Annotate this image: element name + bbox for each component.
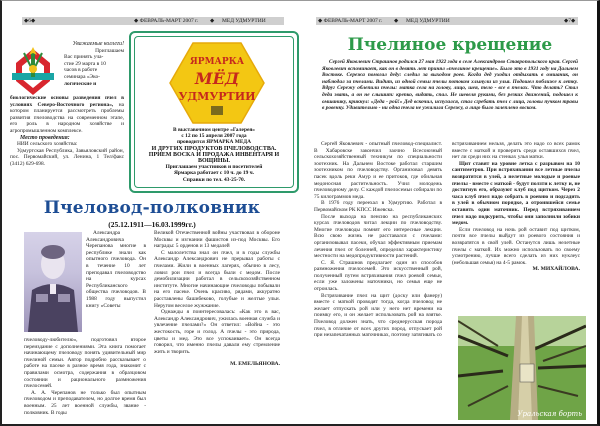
paragraph: Великой Отечественной войны участвовал в обороне Москвы и изгнании фашистов из-под Москвы. Его награды: 5 орденов и 13 медалей — [154, 230, 280, 250]
paragraph: встряхиванием нельзя, делать это надо со всех рамок вместе с маткой и проверить среди оставшихся пчел, нет ли среди них на стенках улья матки. — [452, 141, 580, 161]
paragraph-bold: Щит ставят на уровне летка с разрывом на 10 сантиметров. При встряхивании все летные пчелы возвратятся в улей, а нелетные молодые и роевые пчелы - вместе с маткой - будут ползти к летку и, не достигнув его, образуют клуб под щитком. Через 2 часа клуб пчел надо собрать в роевню и подсадить в улей в обычном порядке, а отроившейся семье оставить один маточник. Перед встряхиванием пчел надо подкурить, чтобы они заполнили зобики медом. — [452, 160, 580, 227]
separator-diamond: ◆ — [210, 18, 215, 24]
running-head-left — [22, 17, 284, 25]
advert-line: ВОЩИНЫ. — [198, 158, 230, 165]
hex-line2: МЁД — [194, 69, 240, 88]
invitation-body — [10, 95, 124, 168]
advert-line: И ДРУГИХ ПРОДУКТОВ ПЧЕЛОВОДСТВА. — [151, 145, 277, 152]
advert-line: Ярмарка работает с 10 ч. до 19 ч. — [173, 170, 255, 177]
colonel-portrait-photo — [24, 232, 82, 332]
honey-hexagon-logo-icon — [169, 42, 265, 124]
paragraph: А. А. Черепанов не только был опытным пчеловодом и преподавателем, но долгое время был военным. 25 лет военной службы, звание - полковник. В годы — [24, 389, 146, 416]
invitation-greeting: Уважаемые коллеги! — [72, 41, 124, 47]
running-head-right — [316, 17, 578, 25]
article-col1 — [314, 141, 442, 339]
issue-date: ◆ ФЕВРАЛЬ-МАРТ 2007 г. — [318, 18, 383, 24]
article-col2 — [452, 141, 580, 273]
invitation-line: стие 29 марта в 10 — [64, 60, 106, 67]
seminar-description: на котором планируется рассмотреть проблемы развития пчеловодства на современном этапе, его роль в народном хозяйстве и агропромышленном комплексе. — [10, 101, 124, 134]
venue-label: Место проведения: — [20, 134, 70, 141]
invitation-line: Приглашаем — [95, 47, 124, 54]
article-col1-bottom — [24, 337, 146, 416]
paragraph: Если пчеловод на ночь рой оставит под щитком, почти все пчелы выйдут из роевого состояния и возвратятся в свой улей. Останутся лишь нелетные пчелы с маткой. Их можно использовать по своему усмотрению, лучше всего сделать из них нуклеус (небольшая семья) на 4-5 рамок. — [452, 226, 580, 266]
author-signature: М. ЕМЕЛЬЯНОВА. — [230, 361, 280, 368]
advert-line: с 12 по 15 апреля 2007 года — [181, 133, 247, 140]
advert-line: В выставочном центре «Галерея» — [173, 127, 255, 133]
invitation-line: часов в работе — [64, 67, 98, 74]
paragraph: С малолетства знал он пчел, и в годы службы Александр Александрович не прерывал работы с пчелами. Жили в военных лагерях, обычно в лесу, ловил рои пчел и всегда были с медом. После демобилизации работал в сельскохозяйственном институте. Многие начинающие пчеловоды побывали на его пасеке. Очень красиво, рядами, аккуратно расставлены башибеково, голубые и желтые ульи. Неругом веселое жужжание. — [154, 249, 280, 309]
advert-line: Справки по тел. 43-25-70. — [182, 176, 246, 183]
venue-address: Удмуртская Республика, Завьяловский район, пос. Первомайский, ул. Ленина, 1 Тел/факс (3412) 629-698. — [10, 147, 124, 167]
paragraph: После выхода на пенсию на республиканских курсах пчеловодов читал лекции по пчеловодству. Многие пчеловоды помнят его интересные лекции. Всю свою жизнь не расставался с пчелами: организовывал пасеки, обучал эффективным приемам лечения пчел от болезней, определял характеристику местности на медопродуктивности растений. — [314, 213, 442, 260]
portrait-image-icon — [24, 232, 82, 332]
wild-hive-tree-photo — [458, 316, 586, 420]
page-number: ◆6◆ — [24, 18, 36, 24]
paragraph: Александра Александровича Черепанова многие в республике знали как опытного пчеловода. Он в течение 10 лет преподавал пчеловодство на курсах Республиканского общества пчеловодов. В 1988 году выпустил книгу «Советы — [86, 230, 146, 309]
beekeepers-logo-icon — [10, 41, 56, 97]
article-lead — [322, 59, 578, 112]
article-col2 — [154, 230, 280, 368]
paragraph: С. Я. Страшнов предлагает один из способов размножения пчелосемей. Это искусственный рой, полученный путем встряхивания пчел роевой семьи, если уже заложены маточники, но семья еще не отроилась. — [314, 259, 442, 293]
article-headline-beekeeper-colonel: Пчеловод-полковник — [43, 198, 261, 218]
paragraph: пчеловоду-любителю», подготовил второе переиздание с дополнениями. Эта книга помогает начинающему пчеловоду понять удивительный мир пчелиной семьи. Автор подробно рассказывает о работе на пасеке в разное время года, знакомит с правилами осмотра, содержания в образцовом состоянии и рационального размножения пчелосемей. — [24, 337, 146, 390]
paragraph: Встряхивание пчел на щит (доску или фанеру) вместе с маткой проводят тогда, когда пчеловод не желает отпускать рой или у него нет времени на поимку его, и он желает использовать рой на взятке. Пчеловод должен знать, что среднерусская порода пчел, в отличие от всех других пород, отпускает рой при незапечатанных маточниках, поэтому затягивать со — [314, 292, 442, 339]
paragraph: Однажды я поинтересовалась: «Как это в вас, Александр Александрович, ужилась военная служба и увлечение пчелами?» Он ответил: «Война - это жестокость, горе и голод. А пчелы - это природа, цветы и мед. Это все успокаивает». Он всегда говорил, что именно пчелы давали ему стремление жить и творить. — [154, 309, 280, 355]
invitation-line: логические и — [64, 80, 97, 87]
invitation-top — [64, 41, 124, 87]
tree-image-icon — [458, 316, 586, 420]
photo-caption: Уральская борть — [517, 410, 582, 418]
article-col1-wrap — [86, 230, 146, 309]
advert-line: Приглашаем участников и посетителей — [165, 164, 263, 171]
article-headline-bee-baptism: Пчелиное крещение — [347, 35, 553, 55]
lead-paragraph: Сергей Яковлевич Страшнов родился 27 мая 1922 года в селе Александрово Ставропольского края. Сергей Яковлевич вспоминает, как он в девять лет принял «пчелиное крещение». Было это в 1931 году на Дальнем Востоке. Сережа помогал деду: следил за выходом роев. Когда дед уходил отдыхать в омшаник, он наблюдал за пчелами. Видит, из одной семьи пчелы потоком хлынули из улья. Подошел поближе к летку. Вдруг Сережу облепили пчелы: матка села на голову, лицо, шея, тело - все в пчелах. Что делать? Стал деда звать, а он не слышит: крепко, видать, спал. Не шевеля руками, без резких движений, подошел к омшанику, крикнул: «Деда - рой!» Дед вскочил, испугался, стал сгребать пчел с лица, головы пучком травы в ровенку. Удивительно - ни одна пчела не ужалила Сережу, а лицо было залеплено воском. — [322, 59, 578, 112]
paragraph: В 1976 году переехал в Удмуртию. Работал в Первомайском РК КПСС Ижевска. — [314, 200, 442, 213]
paper-name: МЕД УДМУРТИИ — [406, 18, 450, 24]
paragraph: Сергей Яковлевич - опытный пчеловод-специалист. В Хабаровске закончил заочно Всесоюзный сельскохозяйственный техникум по специальности зоотехник. На Дальнем Востоке работал старшим зоотехником по пчеловодству. Организовал девять пасек вдоль реки Амур и ее притоков, где обильная медоносная растительность. Учил молодежь пчеловодному делу. С каждой пчелосемьи собирали по 75 килограммов меда. — [314, 141, 442, 200]
issue-date: ◆ ФЕВРАЛЬ-МАРТ 2007 г. — [134, 18, 199, 24]
hex-line1: ЯРМАРКА — [189, 57, 245, 67]
life-dates: (25.12.1911—16.03.1999гг.) — [108, 220, 196, 229]
separator-diamond: ◆ — [394, 18, 399, 24]
advert-line: проводится ЯРМАРКА МЕДА — [176, 139, 252, 146]
invitation-line: семинара «Эко- — [64, 73, 100, 80]
advert-text — [139, 127, 289, 183]
hex-line3: УДМУРТИИ — [178, 90, 256, 103]
seminar-topic: биологические основы разведения пчел в условиях Северо-Восточного региона», — [10, 95, 124, 108]
venue-org: НИИ сельского хозяйства: — [17, 141, 78, 148]
paper-name: МЕД УДМУРТИИ — [222, 18, 266, 24]
honey-fair-advert — [129, 31, 299, 193]
page-number: ◆7◆ — [564, 18, 576, 24]
advert-line: ПРИЕМ ВОСКА И ПРОДАЖА ИНВЕНТАРЯ И — [148, 151, 280, 158]
invitation-line: Вас принять уча- — [64, 54, 104, 61]
author-signature: М. МИХАЙЛОВА. — [532, 266, 580, 273]
